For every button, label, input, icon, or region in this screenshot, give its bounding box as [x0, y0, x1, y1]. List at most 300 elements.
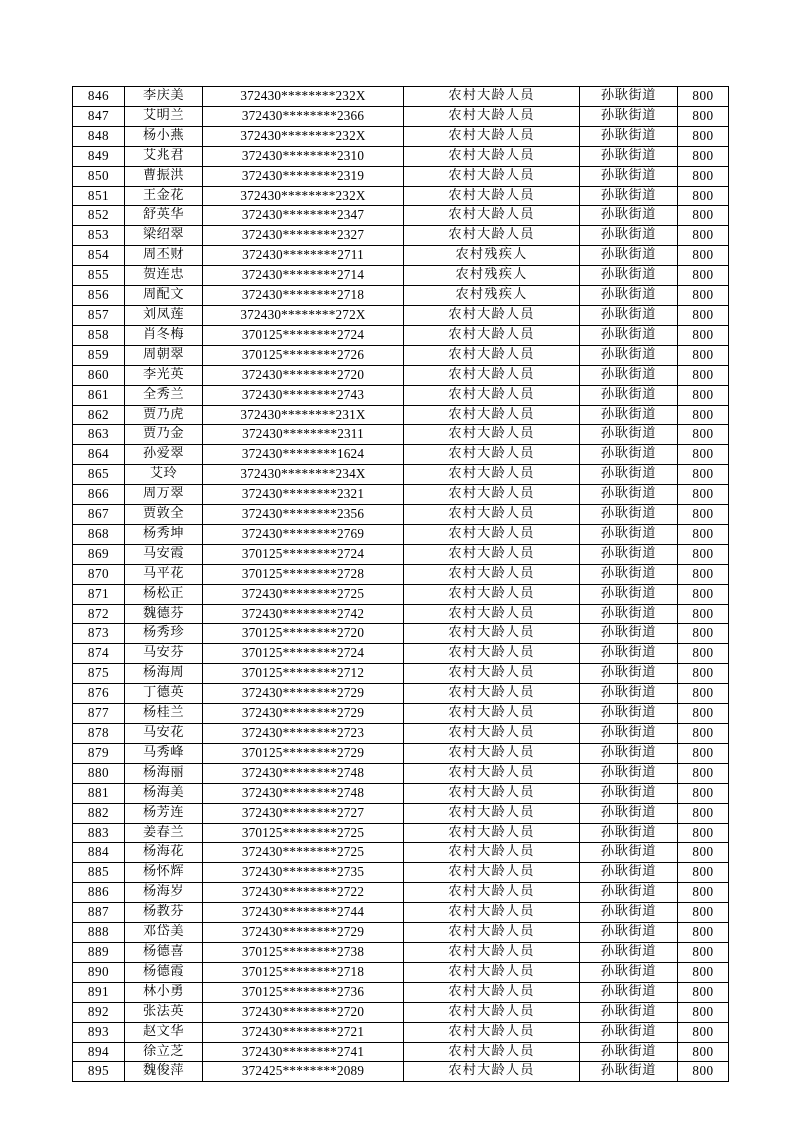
cell-street: 孙耿街道: [580, 325, 678, 345]
roster-table-container: [72, 86, 728, 1082]
cell-amount: 800: [678, 743, 729, 763]
cell-street: 孙耿街道: [580, 783, 678, 803]
cell-sequence-number: 861: [73, 385, 125, 405]
cell-sequence-number: 865: [73, 465, 125, 485]
table-row: [73, 106, 729, 126]
cell-street: 孙耿街道: [580, 186, 678, 206]
cell-person-name: 丁德英: [125, 684, 203, 704]
cell-person-category: 农村大龄人员: [404, 763, 580, 783]
cell-street: 孙耿街道: [580, 624, 678, 644]
cell-id-number: 372430********2735: [203, 863, 404, 883]
cell-sequence-number: 850: [73, 166, 125, 186]
cell-street: 孙耿街道: [580, 962, 678, 982]
table-row: [73, 803, 729, 823]
cell-person-category: 农村大龄人员: [404, 524, 580, 544]
table-row: [73, 664, 729, 684]
cell-sequence-number: 887: [73, 903, 125, 923]
cell-amount: 800: [678, 305, 729, 325]
cell-person-category: 农村大龄人员: [404, 305, 580, 325]
table-row: [73, 286, 729, 306]
cell-sequence-number: 846: [73, 87, 125, 107]
cell-id-number: 372430********2356: [203, 505, 404, 525]
cell-street: 孙耿街道: [580, 166, 678, 186]
cell-person-category: 农村大龄人员: [404, 226, 580, 246]
cell-person-category: 农村大龄人员: [404, 465, 580, 485]
cell-id-number: 372430********231X: [203, 405, 404, 425]
cell-id-number: 372430********2720: [203, 1002, 404, 1022]
cell-id-number: 372430********2321: [203, 485, 404, 505]
cell-street: 孙耿街道: [580, 345, 678, 365]
table-row: [73, 146, 729, 166]
cell-sequence-number: 876: [73, 684, 125, 704]
cell-id-number: 372430********2744: [203, 903, 404, 923]
cell-amount: 800: [678, 246, 729, 266]
cell-street: 孙耿街道: [580, 106, 678, 126]
cell-amount: 800: [678, 883, 729, 903]
cell-person-name: 杨秀坤: [125, 524, 203, 544]
cell-id-number: 372430********2729: [203, 923, 404, 943]
cell-person-category: 农村大龄人员: [404, 923, 580, 943]
cell-amount: 800: [678, 564, 729, 584]
cell-person-name: 王金花: [125, 186, 203, 206]
cell-person-category: 农村大龄人员: [404, 87, 580, 107]
cell-person-category: 农村大龄人员: [404, 365, 580, 385]
cell-amount: 800: [678, 186, 729, 206]
table-row: [73, 724, 729, 744]
table-row: [73, 266, 729, 286]
cell-amount: 800: [678, 863, 729, 883]
cell-person-category: 农村大龄人员: [404, 823, 580, 843]
cell-sequence-number: 886: [73, 883, 125, 903]
cell-amount: 800: [678, 226, 729, 246]
cell-person-category: 农村大龄人员: [404, 1002, 580, 1022]
cell-id-number: 370125********2724: [203, 325, 404, 345]
cell-person-category: 农村大龄人员: [404, 166, 580, 186]
cell-sequence-number: 872: [73, 604, 125, 624]
cell-person-category: 农村大龄人员: [404, 1062, 580, 1082]
cell-person-name: 贺连忠: [125, 266, 203, 286]
cell-person-category: 农村大龄人员: [404, 206, 580, 226]
cell-person-category: 农村大龄人员: [404, 405, 580, 425]
cell-street: 孙耿街道: [580, 684, 678, 704]
cell-person-category: 农村大龄人员: [404, 724, 580, 744]
cell-id-number: 372430********2714: [203, 266, 404, 286]
cell-person-name: 杨德喜: [125, 942, 203, 962]
cell-id-number: 372430********2748: [203, 763, 404, 783]
cell-sequence-number: 868: [73, 524, 125, 544]
table-row: [73, 823, 729, 843]
cell-street: 孙耿街道: [580, 505, 678, 525]
cell-person-category: 农村大龄人员: [404, 445, 580, 465]
table-row: [73, 763, 729, 783]
cell-id-number: 372430********2727: [203, 803, 404, 823]
cell-person-category: 农村大龄人员: [404, 704, 580, 724]
cell-street: 孙耿街道: [580, 803, 678, 823]
cell-person-name: 艾兆君: [125, 146, 203, 166]
cell-sequence-number: 862: [73, 405, 125, 425]
cell-person-category: 农村大龄人员: [404, 684, 580, 704]
cell-id-number: 372430********234X: [203, 465, 404, 485]
table-row: [73, 246, 729, 266]
cell-street: 孙耿街道: [580, 405, 678, 425]
cell-street: 孙耿街道: [580, 1002, 678, 1022]
cell-person-category: 农村大龄人员: [404, 743, 580, 763]
cell-amount: 800: [678, 87, 729, 107]
cell-id-number: 370125********2724: [203, 544, 404, 564]
table-row: [73, 445, 729, 465]
cell-street: 孙耿街道: [580, 385, 678, 405]
cell-street: 孙耿街道: [580, 206, 678, 226]
cell-street: 孙耿街道: [580, 923, 678, 943]
cell-street: 孙耿街道: [580, 942, 678, 962]
cell-amount: 800: [678, 823, 729, 843]
cell-sequence-number: 883: [73, 823, 125, 843]
cell-id-number: 372430********2366: [203, 106, 404, 126]
cell-person-category: 农村大龄人员: [404, 544, 580, 564]
table-row: [73, 425, 729, 445]
cell-id-number: 372430********2743: [203, 385, 404, 405]
cell-street: 孙耿街道: [580, 286, 678, 306]
cell-person-category: 农村大龄人员: [404, 883, 580, 903]
cell-person-category: 农村大龄人员: [404, 982, 580, 1002]
cell-street: 孙耿街道: [580, 146, 678, 166]
cell-id-number: 372430********2319: [203, 166, 404, 186]
cell-sequence-number: 866: [73, 485, 125, 505]
cell-person-name: 孙爱翠: [125, 445, 203, 465]
table-row: [73, 505, 729, 525]
roster-table-body: [73, 87, 729, 1082]
cell-amount: 800: [678, 146, 729, 166]
cell-sequence-number: 848: [73, 126, 125, 146]
cell-sequence-number: 875: [73, 664, 125, 684]
cell-amount: 800: [678, 942, 729, 962]
cell-street: 孙耿街道: [580, 664, 678, 684]
cell-person-category: 农村大龄人员: [404, 564, 580, 584]
cell-amount: 800: [678, 485, 729, 505]
cell-amount: 800: [678, 704, 729, 724]
cell-person-name: 杨怀辉: [125, 863, 203, 883]
cell-person-name: 贾敦全: [125, 505, 203, 525]
cell-amount: 800: [678, 266, 729, 286]
cell-sequence-number: 858: [73, 325, 125, 345]
table-row: [73, 126, 729, 146]
cell-person-name: 周万翠: [125, 485, 203, 505]
table-row: [73, 544, 729, 564]
table-row: [73, 485, 729, 505]
cell-id-number: 370125********2712: [203, 664, 404, 684]
cell-person-name: 马安花: [125, 724, 203, 744]
cell-id-number: 370125********2728: [203, 564, 404, 584]
cell-amount: 800: [678, 1022, 729, 1042]
cell-id-number: 372430********2748: [203, 783, 404, 803]
cell-person-category: 农村残疾人: [404, 246, 580, 266]
table-row: [73, 863, 729, 883]
cell-person-name: 杨海周: [125, 664, 203, 684]
cell-amount: 800: [678, 903, 729, 923]
cell-person-category: 农村大龄人员: [404, 385, 580, 405]
cell-person-category: 农村大龄人员: [404, 186, 580, 206]
cell-amount: 800: [678, 584, 729, 604]
cell-id-number: 370125********2726: [203, 345, 404, 365]
cell-person-name: 马秀峰: [125, 743, 203, 763]
cell-street: 孙耿街道: [580, 644, 678, 664]
cell-person-name: 马安芬: [125, 644, 203, 664]
cell-street: 孙耿街道: [580, 485, 678, 505]
cell-street: 孙耿街道: [580, 883, 678, 903]
cell-person-category: 农村大龄人员: [404, 425, 580, 445]
cell-amount: 800: [678, 505, 729, 525]
cell-sequence-number: 863: [73, 425, 125, 445]
cell-street: 孙耿街道: [580, 246, 678, 266]
cell-id-number: 372430********2729: [203, 704, 404, 724]
table-row: [73, 465, 729, 485]
cell-amount: 800: [678, 385, 729, 405]
cell-amount: 800: [678, 803, 729, 823]
table-row: [73, 962, 729, 982]
cell-id-number: 372430********232X: [203, 126, 404, 146]
table-row: [73, 524, 729, 544]
table-row: [73, 783, 729, 803]
table-row: [73, 1002, 729, 1022]
cell-person-name: 刘凤莲: [125, 305, 203, 325]
cell-person-name: 杨秀珍: [125, 624, 203, 644]
cell-amount: 800: [678, 325, 729, 345]
cell-sequence-number: 860: [73, 365, 125, 385]
cell-sequence-number: 849: [73, 146, 125, 166]
cell-person-category: 农村大龄人员: [404, 1022, 580, 1042]
cell-person-category: 农村大龄人员: [404, 604, 580, 624]
cell-sequence-number: 856: [73, 286, 125, 306]
cell-street: 孙耿街道: [580, 1022, 678, 1042]
cell-sequence-number: 852: [73, 206, 125, 226]
cell-person-name: 贾乃金: [125, 425, 203, 445]
table-row: [73, 604, 729, 624]
cell-person-name: 张法英: [125, 1002, 203, 1022]
cell-sequence-number: 881: [73, 783, 125, 803]
cell-sequence-number: 855: [73, 266, 125, 286]
cell-amount: 800: [678, 345, 729, 365]
table-row: [73, 903, 729, 923]
cell-amount: 800: [678, 624, 729, 644]
table-row: [73, 186, 729, 206]
cell-id-number: 372430********2741: [203, 1042, 404, 1062]
subsidy-roster-table: [72, 86, 729, 1082]
cell-person-name: 邓岱美: [125, 923, 203, 943]
cell-person-name: 杨小燕: [125, 126, 203, 146]
cell-id-number: 372430********2769: [203, 524, 404, 544]
cell-person-category: 农村大龄人员: [404, 903, 580, 923]
cell-id-number: 372430********2721: [203, 1022, 404, 1042]
table-row: [73, 743, 729, 763]
cell-sequence-number: 859: [73, 345, 125, 365]
table-row: [73, 87, 729, 107]
cell-person-name: 马平花: [125, 564, 203, 584]
cell-sequence-number: 891: [73, 982, 125, 1002]
table-row: [73, 942, 729, 962]
table-row: [73, 584, 729, 604]
table-row: [73, 704, 729, 724]
cell-person-category: 农村大龄人员: [404, 584, 580, 604]
cell-person-name: 曹振洪: [125, 166, 203, 186]
cell-amount: 800: [678, 604, 729, 624]
cell-id-number: 372430********272X: [203, 305, 404, 325]
cell-amount: 800: [678, 445, 729, 465]
cell-person-name: 杨海花: [125, 843, 203, 863]
cell-street: 孙耿街道: [580, 425, 678, 445]
table-row: [73, 405, 729, 425]
cell-sequence-number: 867: [73, 505, 125, 525]
cell-person-category: 农村残疾人: [404, 266, 580, 286]
cell-sequence-number: 877: [73, 704, 125, 724]
cell-amount: 800: [678, 286, 729, 306]
cell-person-name: 杨德霞: [125, 962, 203, 982]
cell-street: 孙耿街道: [580, 524, 678, 544]
cell-id-number: 372430********2742: [203, 604, 404, 624]
table-row: [73, 923, 729, 943]
cell-person-category: 农村大龄人员: [404, 624, 580, 644]
cell-id-number: 372430********1624: [203, 445, 404, 465]
cell-amount: 800: [678, 425, 729, 445]
table-row: [73, 1042, 729, 1062]
cell-person-category: 农村大龄人员: [404, 505, 580, 525]
cell-person-category: 农村大龄人员: [404, 106, 580, 126]
cell-sequence-number: 889: [73, 942, 125, 962]
table-row: [73, 206, 729, 226]
cell-street: 孙耿街道: [580, 87, 678, 107]
cell-person-name: 魏德芬: [125, 604, 203, 624]
cell-amount: 800: [678, 982, 729, 1002]
cell-amount: 800: [678, 962, 729, 982]
cell-id-number: 370125********2729: [203, 743, 404, 763]
cell-sequence-number: 851: [73, 186, 125, 206]
cell-amount: 800: [678, 166, 729, 186]
cell-person-category: 农村大龄人员: [404, 962, 580, 982]
cell-amount: 800: [678, 923, 729, 943]
table-row: [73, 305, 729, 325]
cell-street: 孙耿街道: [580, 823, 678, 843]
cell-street: 孙耿街道: [580, 226, 678, 246]
cell-sequence-number: 892: [73, 1002, 125, 1022]
table-row: [73, 624, 729, 644]
cell-person-category: 农村大龄人员: [404, 325, 580, 345]
cell-person-name: 杨海美: [125, 783, 203, 803]
cell-id-number: 372430********2722: [203, 883, 404, 903]
cell-id-number: 370125********2736: [203, 982, 404, 1002]
cell-sequence-number: 885: [73, 863, 125, 883]
cell-sequence-number: 879: [73, 743, 125, 763]
cell-sequence-number: 847: [73, 106, 125, 126]
table-row: [73, 365, 729, 385]
cell-person-name: 贾乃虎: [125, 405, 203, 425]
table-row: [73, 325, 729, 345]
cell-person-name: 梁绍翠: [125, 226, 203, 246]
cell-street: 孙耿街道: [580, 365, 678, 385]
cell-person-name: 赵文华: [125, 1022, 203, 1042]
cell-person-name: 林小勇: [125, 982, 203, 1002]
cell-person-category: 农村大龄人员: [404, 843, 580, 863]
cell-id-number: 370125********2724: [203, 644, 404, 664]
cell-sequence-number: 884: [73, 843, 125, 863]
cell-sequence-number: 894: [73, 1042, 125, 1062]
cell-id-number: 370125********2720: [203, 624, 404, 644]
table-row: [73, 883, 729, 903]
table-row: [73, 644, 729, 664]
cell-street: 孙耿街道: [580, 544, 678, 564]
cell-sequence-number: 888: [73, 923, 125, 943]
cell-street: 孙耿街道: [580, 266, 678, 286]
cell-person-name: 李庆美: [125, 87, 203, 107]
cell-street: 孙耿街道: [580, 724, 678, 744]
table-row: [73, 166, 729, 186]
cell-person-category: 农村大龄人员: [404, 1042, 580, 1062]
cell-id-number: 372430********2725: [203, 584, 404, 604]
cell-street: 孙耿街道: [580, 743, 678, 763]
cell-person-name: 魏俊萍: [125, 1062, 203, 1082]
cell-amount: 800: [678, 126, 729, 146]
cell-amount: 800: [678, 365, 729, 385]
cell-sequence-number: 871: [73, 584, 125, 604]
cell-sequence-number: 895: [73, 1062, 125, 1082]
cell-street: 孙耿街道: [580, 863, 678, 883]
cell-sequence-number: 870: [73, 564, 125, 584]
cell-street: 孙耿街道: [580, 465, 678, 485]
cell-street: 孙耿街道: [580, 1042, 678, 1062]
cell-street: 孙耿街道: [580, 126, 678, 146]
cell-sequence-number: 857: [73, 305, 125, 325]
cell-person-name: 周丕财: [125, 246, 203, 266]
cell-street: 孙耿街道: [580, 1062, 678, 1082]
cell-id-number: 372430********232X: [203, 87, 404, 107]
cell-person-category: 农村大龄人员: [404, 345, 580, 365]
cell-person-category: 农村大龄人员: [404, 803, 580, 823]
cell-sequence-number: 854: [73, 246, 125, 266]
cell-amount: 800: [678, 644, 729, 664]
cell-amount: 800: [678, 544, 729, 564]
cell-amount: 800: [678, 1042, 729, 1062]
cell-id-number: 372425********2089: [203, 1062, 404, 1082]
cell-person-name: 李光英: [125, 365, 203, 385]
table-row: [73, 1022, 729, 1042]
cell-person-name: 艾明兰: [125, 106, 203, 126]
cell-amount: 800: [678, 524, 729, 544]
cell-id-number: 372430********2720: [203, 365, 404, 385]
cell-sequence-number: 869: [73, 544, 125, 564]
cell-person-name: 全秀兰: [125, 385, 203, 405]
cell-sequence-number: 893: [73, 1022, 125, 1042]
cell-person-name: 马安霞: [125, 544, 203, 564]
cell-person-name: 艾玲: [125, 465, 203, 485]
cell-person-name: 舒英华: [125, 206, 203, 226]
cell-person-category: 农村大龄人员: [404, 485, 580, 505]
cell-person-category: 农村大龄人员: [404, 664, 580, 684]
table-row: [73, 843, 729, 863]
cell-id-number: 372430********2718: [203, 286, 404, 306]
cell-id-number: 372430********2327: [203, 226, 404, 246]
cell-id-number: 372430********2723: [203, 724, 404, 744]
table-row: [73, 226, 729, 246]
cell-street: 孙耿街道: [580, 843, 678, 863]
cell-street: 孙耿街道: [580, 903, 678, 923]
cell-person-category: 农村大龄人员: [404, 942, 580, 962]
cell-street: 孙耿街道: [580, 564, 678, 584]
cell-person-name: 周朝翠: [125, 345, 203, 365]
cell-street: 孙耿街道: [580, 584, 678, 604]
cell-amount: 800: [678, 664, 729, 684]
cell-person-name: 杨海丽: [125, 763, 203, 783]
cell-sequence-number: 874: [73, 644, 125, 664]
cell-person-category: 农村大龄人员: [404, 146, 580, 166]
cell-id-number: 370125********2738: [203, 942, 404, 962]
